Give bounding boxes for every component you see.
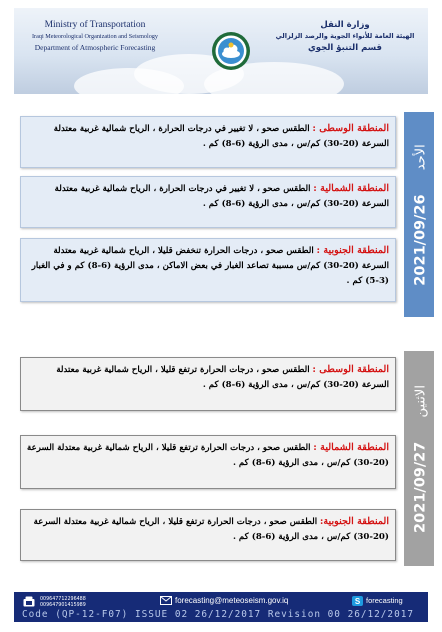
mail-icon xyxy=(160,596,172,605)
forecast-day-2 xyxy=(20,351,434,566)
organization-name-en: Iraqi Meteorological Organization and Seismology xyxy=(31,33,158,40)
phone-icon xyxy=(23,596,35,607)
region-forecast-text: الطقس صحو ، درجات الحرارة ترتفع قليلا ، الرياح شمالية غربية معتدلة السرعة (20-30) كم/س ، مدى الرؤية (6-8) كم . xyxy=(27,443,389,468)
day-name: الأحد xyxy=(413,143,429,170)
region-card-south xyxy=(20,509,396,561)
forecast-day-1 xyxy=(20,112,434,317)
department-name-ar: قسم التنبؤ الجوي xyxy=(308,43,382,53)
day-side-label xyxy=(410,144,429,285)
skype-icon xyxy=(352,596,363,606)
region-name: المنطقة الجنوبية : xyxy=(316,245,389,256)
region-forecast-text: الطقس صحو ، درجات الحرارة تنخفض قليلا ، الرياح شمالية غربية معتدلة السرعة (20-30) كم/س مسببة تصاعد الغبار في بعض الاماكن ، مدى الرؤية (6-8) كم و في الغبار (3-5) كم . xyxy=(31,246,389,286)
region-forecast-text: الطقس صحو ، درجات الحرارة ترتفع قليلا ، الرياح شمالية غربية معتدلة السرعة (20-30) كم/س ، مدى الرؤية (6-8) كم . xyxy=(56,365,389,390)
region-card-north xyxy=(20,435,396,489)
page-header xyxy=(14,8,428,94)
ministry-name-ar: وزارة النقل xyxy=(320,20,370,30)
day-name: الاثنين xyxy=(413,384,429,417)
skype-id: forecasting xyxy=(366,596,403,605)
region-forecast-text: الطقس صحو ، لا تغيير في درجات الحرارة ، الرياح شمالية غربية معتدلة السرعة (20-30) كم/س ، مدى الرؤية (6-8) كم . xyxy=(53,124,389,149)
document-code-line: Code (QP-12-F07) ISSUE 02 26/12/2017 Revision 00 26/12/2017 xyxy=(22,609,415,620)
region-name: المنطقة الشمالية : xyxy=(313,442,389,453)
region-card-north xyxy=(20,176,396,228)
phone-numbers xyxy=(40,597,86,609)
email-link[interactable]: forecasting@meteoseism.gov.iq xyxy=(175,596,289,605)
day-side-bar xyxy=(404,112,434,317)
region-name: المنطقة الوسطى : xyxy=(312,123,389,134)
svg-text:S: S xyxy=(354,597,361,606)
phone-number: 009647712296488 xyxy=(40,597,86,602)
region-name: المنطقة الوسطى : xyxy=(312,364,389,375)
page-footer xyxy=(14,592,428,622)
ministry-name-en: Ministry of Transportation xyxy=(44,20,146,30)
forecast-date: 2021/09/27 xyxy=(412,441,429,533)
day-side-bar xyxy=(404,351,434,566)
region-forecast-text: الطقس صحو ، درجات الحرارة ترتفع قليلا ، الرياح شمالية غربية معتدلة السرعة (20-30) كم/س ، مدى الرؤية (6-8) كم . xyxy=(33,517,389,542)
organization-name-ar: الهيئة العامة للأنواء الجوية والرصد الزلزالي xyxy=(275,32,415,40)
header-english-block xyxy=(20,19,170,53)
region-name: المنطقة الشمالية : xyxy=(313,183,389,194)
header-arabic-block xyxy=(270,19,420,54)
region-card-south xyxy=(20,238,396,302)
meteorology-logo-icon xyxy=(211,31,251,71)
phone-number: 009647901415989 xyxy=(40,603,86,608)
region-card-central xyxy=(20,116,396,168)
region-card-central xyxy=(20,357,396,411)
day-side-label xyxy=(410,385,429,533)
forecast-date: 2021/09/26 xyxy=(412,193,429,286)
department-name-en: Department of Atmospheric Forecasting xyxy=(34,43,156,52)
region-forecast-text: الطقس صحو ، لا تغيير في درجات الحرارة ، الرياح شمالية غربية معتدلة السرعة (20-30) كم/س ، مدى الرؤية (6-8) كم . xyxy=(54,184,389,209)
region-name: المنطقة الجنوبية: xyxy=(319,516,389,527)
